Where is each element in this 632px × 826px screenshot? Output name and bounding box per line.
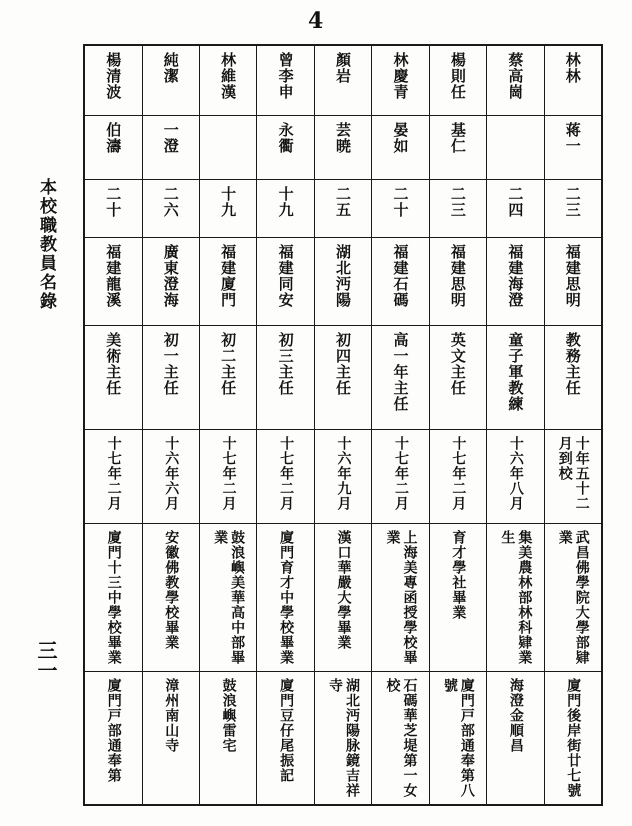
courtesy-name-cell (430, 116, 486, 180)
name-text: 林維漢 (219, 52, 238, 100)
address-cell (545, 672, 601, 804)
name-text: 顏岩 (334, 52, 353, 84)
education-cell (430, 524, 486, 672)
age-text: 二三 (448, 186, 467, 218)
arrival-date-text: 十六年八月 (507, 436, 524, 511)
arrival-date-cell (143, 430, 199, 524)
native-place-text: 廣東澄海 (161, 244, 180, 308)
name-text: 曾李申 (276, 52, 295, 100)
courtesy-name-text: 伯濤 (104, 122, 123, 154)
courtesy-name-text: 芸暁 (334, 122, 353, 154)
age-text: 二五 (334, 186, 353, 218)
name-cell (545, 46, 601, 116)
age-cell (315, 180, 371, 238)
age-text: 二三 (563, 186, 582, 218)
courtesy-name-text: 晏如 (391, 122, 410, 154)
address-text: 鼓浪嶼雷宅 (220, 678, 237, 753)
courtesy-name-text: 基仁 (448, 122, 467, 154)
arrival-date-text: 十年五十二月到校 (556, 436, 590, 511)
position-text: 初二主任 (219, 332, 238, 396)
name-text: 純潔 (161, 52, 180, 84)
native-place-cell (487, 238, 543, 326)
address-text: 漳州南山寺 (163, 678, 180, 753)
education-text: 廈門十三中學校畢業 (105, 530, 122, 665)
address-text: 廈門豆仔尾振記 (278, 678, 295, 783)
position-text: 初四主任 (334, 332, 353, 396)
arrival-date-text: 十六年六月 (163, 436, 180, 511)
address-cell (430, 672, 486, 804)
native-place-text: 福建同安 (276, 244, 295, 308)
age-text: 二四 (506, 186, 525, 218)
native-place-text: 福建廈門 (219, 244, 238, 308)
native-place-cell (430, 238, 486, 326)
education-cell (200, 524, 256, 672)
arrival-date-cell (487, 430, 543, 524)
courtesy-name-cell (257, 116, 313, 180)
education-cell (545, 524, 601, 672)
age-cell (200, 180, 256, 238)
age-cell (143, 180, 199, 238)
name-cell (85, 46, 141, 116)
age-cell (85, 180, 141, 238)
staff-column (486, 46, 543, 804)
address-text: 廈門戸部通奉第八號 (441, 678, 475, 798)
arrival-date-text: 十六年九月 (335, 436, 352, 511)
native-place-cell (85, 238, 141, 326)
address-cell (487, 672, 543, 804)
courtesy-name-cell (200, 116, 256, 180)
address-cell (315, 672, 371, 804)
arrival-date-cell (200, 430, 256, 524)
name-text: 蔡高崗 (506, 52, 525, 100)
name-cell (257, 46, 313, 116)
name-cell (430, 46, 486, 116)
name-cell (200, 46, 256, 116)
arrival-date-cell (85, 430, 141, 524)
staff-column (314, 46, 371, 804)
age-text: 二十 (104, 186, 123, 218)
native-place-text: 福建石碼 (391, 244, 410, 308)
page-mark: 4 (308, 8, 324, 34)
position-cell (315, 326, 371, 430)
arrival-date-text: 十七年二月 (220, 436, 237, 511)
address-cell (85, 672, 141, 804)
courtesy-name-cell (315, 116, 371, 180)
address-text: 湖北沔陽脉鏡吉祥寺 (327, 678, 361, 798)
age-cell (487, 180, 543, 238)
education-text: 鼓浪嶼美華高中部畢業 (212, 530, 246, 665)
arrival-date-text: 十七年二月 (392, 436, 409, 511)
address-cell (143, 672, 199, 804)
address-cell (372, 672, 428, 804)
position-cell (372, 326, 428, 430)
staff-table (83, 44, 603, 806)
position-text: 美術主任 (104, 332, 123, 396)
name-text: 林慶青 (391, 52, 410, 100)
position-cell (200, 326, 256, 430)
native-place-cell (257, 238, 313, 326)
courtesy-name-text: 蒋一 (563, 122, 582, 154)
staff-column (544, 46, 601, 804)
staff-column (85, 46, 141, 804)
name-text: 楊清波 (104, 52, 123, 100)
staff-column (371, 46, 428, 804)
education-text: 上海美專函授學校畢業 (384, 530, 418, 665)
address-text: 廈門戸部通奉第 (105, 678, 122, 783)
courtesy-name-cell (143, 116, 199, 180)
education-text: 安徽佛教學校畢業 (163, 530, 180, 650)
education-text: 廈門育才中學校畢業 (278, 530, 295, 665)
position-cell (85, 326, 141, 430)
name-cell (143, 46, 199, 116)
education-cell (487, 524, 543, 672)
arrival-date-text: 十七年二月 (450, 436, 467, 511)
staff-column (199, 46, 256, 804)
address-cell (200, 672, 256, 804)
age-cell (372, 180, 428, 238)
position-text: 童子軍教練 (506, 332, 525, 412)
native-place-text: 福建思明 (448, 244, 467, 308)
education-text: 育才學社畢業 (450, 530, 467, 620)
education-cell (143, 524, 199, 672)
position-cell (545, 326, 601, 430)
arrival-date-cell (545, 430, 601, 524)
name-text: 林林 (563, 52, 582, 84)
native-place-text: 福建龍溪 (104, 244, 123, 308)
name-cell (315, 46, 371, 116)
arrival-date-text: 十七年二月 (278, 436, 295, 511)
address-text: 石碼華芝堤第一女校 (384, 678, 418, 798)
native-place-text: 湖北沔陽 (334, 244, 353, 308)
name-text: 楊則任 (448, 52, 467, 100)
address-text: 廈門後岸街廿七號 (565, 678, 582, 798)
age-text: 十九 (276, 186, 295, 218)
education-cell (257, 524, 313, 672)
name-cell (372, 46, 428, 116)
position-text: 英文主任 (448, 332, 467, 396)
native-place-cell (143, 238, 199, 326)
education-cell (315, 524, 371, 672)
education-cell (372, 524, 428, 672)
education-cell (85, 524, 141, 672)
age-text: 二六 (161, 186, 180, 218)
position-text: 教務主任 (563, 332, 582, 396)
position-cell (257, 326, 313, 430)
position-text: 初一主任 (161, 332, 180, 396)
address-text: 海澄金順昌 (507, 678, 524, 753)
arrival-date-cell (372, 430, 428, 524)
position-cell (487, 326, 543, 430)
side-title: 本校職教員名錄 (36, 178, 56, 311)
age-cell (430, 180, 486, 238)
education-text: 武昌佛學院大學部肄業 (556, 530, 590, 665)
position-cell (430, 326, 486, 430)
address-cell (257, 672, 313, 804)
native-place-cell (315, 238, 371, 326)
courtesy-name-cell (545, 116, 601, 180)
courtesy-name-cell (372, 116, 428, 180)
native-place-text: 福建思明 (563, 244, 582, 308)
staff-column (256, 46, 313, 804)
courtesy-name-text: 一澄 (161, 122, 180, 154)
arrival-date-text: 十七年二月 (105, 436, 122, 511)
age-cell (545, 180, 601, 238)
education-text: 集美農林部林科肄業生 (499, 530, 533, 665)
age-text: 十九 (219, 186, 238, 218)
age-cell (257, 180, 313, 238)
name-cell (487, 46, 543, 116)
courtesy-name-text: 永衢 (276, 122, 295, 154)
education-text: 漢口華嚴大學畢業 (335, 530, 352, 650)
age-text: 二十 (391, 186, 410, 218)
staff-column (429, 46, 486, 804)
position-text: 高一年主任 (391, 332, 410, 412)
page-number: 三一 (34, 640, 58, 680)
position-cell (143, 326, 199, 430)
arrival-date-cell (430, 430, 486, 524)
courtesy-name-cell (487, 116, 543, 180)
position-text: 初三主任 (276, 332, 295, 396)
courtesy-name-cell (85, 116, 141, 180)
arrival-date-cell (315, 430, 371, 524)
native-place-text: 福建海澄 (506, 244, 525, 308)
native-place-cell (200, 238, 256, 326)
arrival-date-cell (257, 430, 313, 524)
native-place-cell (372, 238, 428, 326)
native-place-cell (545, 238, 601, 326)
staff-column (142, 46, 199, 804)
